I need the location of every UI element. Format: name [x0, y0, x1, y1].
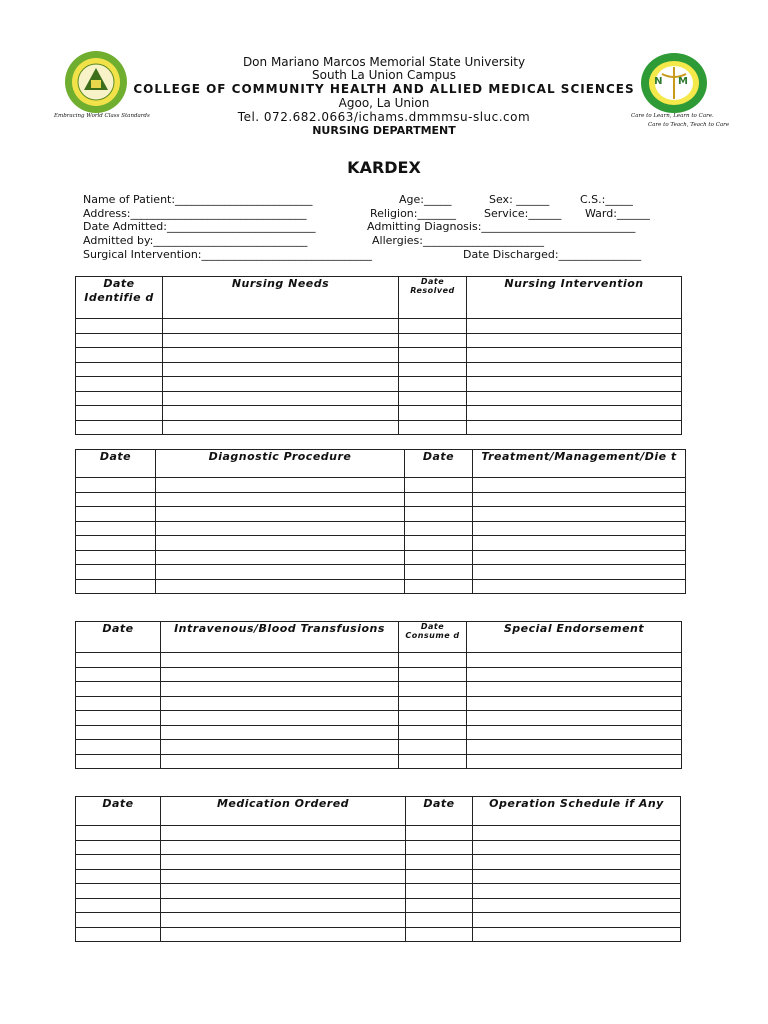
- table-cell[interactable]: [161, 840, 406, 855]
- table-cell[interactable]: [473, 550, 686, 565]
- table-row: [76, 898, 681, 913]
- table-row: [76, 754, 682, 769]
- table-cell[interactable]: [76, 391, 163, 406]
- table-cell[interactable]: [405, 492, 473, 507]
- table-cell[interactable]: [156, 550, 405, 565]
- table-row: [76, 579, 686, 594]
- table-cell[interactable]: [76, 420, 163, 435]
- table-cell[interactable]: [161, 740, 399, 755]
- table-cell[interactable]: [161, 653, 399, 668]
- table-cell[interactable]: [76, 740, 161, 755]
- table-row: [76, 406, 682, 421]
- college-name: COLLEGE OF COMMUNITY HEALTH AND ALLIED MEDICAL SCIENCES: [133, 82, 635, 96]
- table-row: [76, 667, 682, 682]
- surgical-intervention-field[interactable]: Surgical Intervention:_______________________________: [83, 248, 373, 261]
- table-cell[interactable]: [76, 507, 156, 522]
- col-special-endorsement: Special Endorsement: [467, 622, 682, 653]
- table-cell[interactable]: [76, 377, 163, 392]
- table-cell[interactable]: [399, 667, 467, 682]
- table-cell[interactable]: [399, 377, 467, 392]
- location: Agoo, La Union: [338, 96, 430, 110]
- religion-field[interactable]: Religion:_______: [370, 207, 456, 220]
- table-cell[interactable]: [156, 536, 405, 551]
- right-motto-1: Care to Learn, Learn to Care.: [631, 113, 714, 119]
- page-title: KARDEX: [347, 158, 421, 177]
- col-intravenous-blood-transfusions: Intravenous/Blood Transfusions: [161, 622, 399, 653]
- ward-field[interactable]: Ward:______: [585, 207, 650, 220]
- table-cell[interactable]: [399, 725, 467, 740]
- table-cell[interactable]: [467, 420, 682, 435]
- table-cell[interactable]: [161, 711, 399, 726]
- table-cell[interactable]: [467, 740, 682, 755]
- table-cell[interactable]: [467, 391, 682, 406]
- admitting-diagnosis-field[interactable]: Admitting Diagnosis:____________________________: [367, 220, 636, 233]
- table-cell[interactable]: [399, 348, 467, 363]
- table-cell[interactable]: [76, 333, 163, 348]
- table-cell[interactable]: [473, 927, 681, 942]
- table-cell[interactable]: [163, 319, 399, 334]
- table-cell[interactable]: [76, 406, 163, 421]
- table-cell[interactable]: [163, 362, 399, 377]
- table-cell[interactable]: [405, 579, 473, 594]
- table-row: [76, 884, 681, 899]
- table-cell[interactable]: [473, 579, 686, 594]
- table-row: [76, 725, 682, 740]
- table-cell[interactable]: [399, 682, 467, 697]
- table-cell[interactable]: [161, 826, 406, 841]
- table-cell[interactable]: [161, 898, 406, 913]
- table-row: [76, 507, 686, 522]
- campus-name: South La Union Campus: [312, 68, 456, 82]
- table-cell[interactable]: [76, 725, 161, 740]
- table-cell[interactable]: [399, 333, 467, 348]
- table-cell[interactable]: [473, 536, 686, 551]
- table-cell[interactable]: [76, 927, 161, 942]
- table-cell[interactable]: [467, 682, 682, 697]
- table-cell[interactable]: [405, 536, 473, 551]
- table-cell[interactable]: [76, 711, 161, 726]
- col-date-resolved: Date Resolved: [399, 277, 467, 319]
- table-cell[interactable]: [161, 913, 406, 928]
- table-row: [76, 869, 681, 884]
- table-row: [76, 840, 681, 855]
- table-cell[interactable]: [399, 754, 467, 769]
- table-row: [76, 696, 682, 711]
- table-cell[interactable]: [405, 507, 473, 522]
- table-row: [76, 420, 682, 435]
- table-row: [76, 826, 681, 841]
- table-cell[interactable]: [76, 550, 156, 565]
- table-cell[interactable]: [163, 420, 399, 435]
- table-cell[interactable]: [467, 711, 682, 726]
- table-cell[interactable]: [76, 682, 161, 697]
- table-row: [76, 391, 682, 406]
- patient-name-field[interactable]: Name of Patient:_________________________: [83, 193, 313, 206]
- table-cell[interactable]: [76, 362, 163, 377]
- table-cell[interactable]: [473, 478, 686, 493]
- table-cell[interactable]: [473, 492, 686, 507]
- table-cell[interactable]: [399, 653, 467, 668]
- university-name: Don Mariano Marcos Memorial State University: [242, 55, 526, 69]
- table-cell[interactable]: [156, 492, 405, 507]
- address-field[interactable]: Address:________________________________: [83, 207, 307, 220]
- col-date-2: Date: [405, 450, 473, 478]
- table-cell[interactable]: [467, 362, 682, 377]
- table-cell[interactable]: [473, 898, 681, 913]
- table-cell[interactable]: [156, 478, 405, 493]
- table-cell[interactable]: [399, 362, 467, 377]
- table-cell[interactable]: [156, 579, 405, 594]
- sex-field[interactable]: Sex: ______: [489, 193, 550, 206]
- table-cell[interactable]: [406, 855, 473, 870]
- col-nursing-intervention: Nursing Intervention: [467, 277, 682, 319]
- table-cell[interactable]: [406, 884, 473, 899]
- table-cell[interactable]: [156, 565, 405, 580]
- table-row: [76, 377, 682, 392]
- table-row: [76, 550, 686, 565]
- table-cell[interactable]: [163, 333, 399, 348]
- col-date-2: Date: [406, 797, 473, 826]
- table-cell[interactable]: [161, 667, 399, 682]
- col-operation-schedule: Operation Schedule if Any: [473, 797, 681, 826]
- table-cell[interactable]: [399, 406, 467, 421]
- table-cell[interactable]: [406, 840, 473, 855]
- table-cell[interactable]: [467, 725, 682, 740]
- col-date: Date: [76, 797, 161, 826]
- table-cell[interactable]: [76, 478, 156, 493]
- table-cell[interactable]: [76, 840, 161, 855]
- table-cell[interactable]: [467, 406, 682, 421]
- table-cell[interactable]: [467, 333, 682, 348]
- table-row: [76, 740, 682, 755]
- table-cell[interactable]: [399, 711, 467, 726]
- table-cell[interactable]: [76, 565, 156, 580]
- table-cell[interactable]: [473, 826, 681, 841]
- table-row: [76, 333, 682, 348]
- table-cell[interactable]: [467, 696, 682, 711]
- table-cell[interactable]: [161, 927, 406, 942]
- table-row: [76, 362, 682, 377]
- col-treatment-management-diet: Treatment/Management/Die t: [473, 450, 686, 478]
- table-cell[interactable]: [76, 884, 161, 899]
- table-cell[interactable]: [76, 754, 161, 769]
- nursing-needs-table: [75, 276, 682, 435]
- left-motto: Embracing World Class Standards: [54, 113, 150, 119]
- table-cell[interactable]: [467, 377, 682, 392]
- col-date-identified: Date Identifie d: [76, 277, 163, 319]
- table-cell[interactable]: [406, 869, 473, 884]
- table-cell[interactable]: [473, 840, 681, 855]
- table-cell[interactable]: [76, 348, 163, 363]
- table-cell[interactable]: [76, 869, 161, 884]
- age-field[interactable]: Age:_____: [399, 193, 452, 206]
- table-cell[interactable]: [76, 579, 156, 594]
- cs-field[interactable]: C.S.:_____: [580, 193, 633, 206]
- table-cell[interactable]: [161, 682, 399, 697]
- table-row: [76, 653, 682, 668]
- table-row: [76, 913, 681, 928]
- right-motto-2: Care to Teach, Teach to Care: [648, 122, 730, 128]
- table-row: [76, 711, 682, 726]
- table-cell[interactable]: [467, 667, 682, 682]
- table-cell[interactable]: [405, 478, 473, 493]
- table-cell[interactable]: [161, 725, 399, 740]
- col-date: Date: [76, 622, 161, 653]
- table-cell[interactable]: [76, 667, 161, 682]
- table-row: [76, 565, 686, 580]
- table-cell[interactable]: [406, 826, 473, 841]
- table-row: [76, 478, 686, 493]
- table-cell[interactable]: [399, 319, 467, 334]
- table-cell[interactable]: [76, 653, 161, 668]
- table-cell[interactable]: [406, 898, 473, 913]
- diagnostic-procedure-table: [75, 449, 686, 594]
- table-cell[interactable]: [473, 869, 681, 884]
- table-row: [76, 492, 686, 507]
- table-cell[interactable]: [405, 565, 473, 580]
- table-cell[interactable]: [76, 696, 161, 711]
- table-cell[interactable]: [467, 348, 682, 363]
- table-cell[interactable]: [76, 536, 156, 551]
- table-cell[interactable]: [161, 884, 406, 899]
- table-cell[interactable]: [76, 826, 161, 841]
- table-cell[interactable]: [76, 319, 163, 334]
- table-cell[interactable]: [467, 754, 682, 769]
- table-cell[interactable]: [406, 913, 473, 928]
- table-cell[interactable]: [399, 740, 467, 755]
- contact-info: Tel. 072.682.0663/ichams.dmmmsu-sluc.com: [237, 110, 531, 124]
- table-cell[interactable]: [163, 377, 399, 392]
- table-row: [76, 536, 686, 551]
- table-cell[interactable]: [163, 348, 399, 363]
- table-row: [76, 319, 682, 334]
- table-cell[interactable]: [406, 927, 473, 942]
- table-row: [76, 348, 682, 363]
- table-cell[interactable]: [156, 521, 405, 536]
- col-diagnostic-procedure: Diagnostic Procedure: [156, 450, 405, 478]
- allergies-field[interactable]: Allergies:______________________: [372, 234, 544, 247]
- col-date: Date: [76, 450, 156, 478]
- table-row: [76, 682, 682, 697]
- table-cell[interactable]: [473, 507, 686, 522]
- table-cell[interactable]: [467, 653, 682, 668]
- department-name: NURSING DEPARTMENT: [312, 124, 456, 137]
- table-cell[interactable]: [163, 391, 399, 406]
- college-logo-letters: N M: [654, 76, 694, 87]
- table-cell[interactable]: [473, 565, 686, 580]
- table-row: [76, 927, 681, 942]
- col-date-consumed: Date Consume d: [399, 622, 467, 653]
- table-cell[interactable]: [163, 406, 399, 421]
- table-cell[interactable]: [473, 913, 681, 928]
- date-discharged-field[interactable]: Date Discharged:_______________: [463, 248, 642, 261]
- table-cell[interactable]: [399, 420, 467, 435]
- col-nursing-needs: Nursing Needs: [163, 277, 399, 319]
- table-cell[interactable]: [76, 521, 156, 536]
- table-cell[interactable]: [473, 855, 681, 870]
- table-cell[interactable]: [405, 550, 473, 565]
- medication-table: [75, 796, 681, 942]
- table-cell[interactable]: [156, 507, 405, 522]
- table-cell[interactable]: [399, 391, 467, 406]
- table-cell[interactable]: [405, 521, 473, 536]
- table-cell[interactable]: [161, 855, 406, 870]
- table-cell[interactable]: [467, 319, 682, 334]
- table-cell[interactable]: [161, 869, 406, 884]
- date-admitted-field[interactable]: Date Admitted:___________________________: [83, 220, 316, 233]
- admitted-by-field[interactable]: Admitted by:____________________________: [83, 234, 308, 247]
- table-row: [76, 855, 681, 870]
- table-cell[interactable]: [76, 855, 161, 870]
- intravenous-table: [75, 621, 682, 769]
- table-cell[interactable]: [399, 696, 467, 711]
- table-row: [76, 521, 686, 536]
- table-cell[interactable]: [473, 521, 686, 536]
- service-field[interactable]: Service:______: [484, 207, 562, 220]
- table-cell[interactable]: [76, 913, 161, 928]
- table-cell[interactable]: [161, 696, 399, 711]
- table-cell[interactable]: [161, 754, 399, 769]
- table-cell[interactable]: [473, 884, 681, 899]
- table-cell[interactable]: [76, 898, 161, 913]
- table-cell[interactable]: [76, 492, 156, 507]
- col-medication-ordered: Medication Ordered: [161, 797, 406, 826]
